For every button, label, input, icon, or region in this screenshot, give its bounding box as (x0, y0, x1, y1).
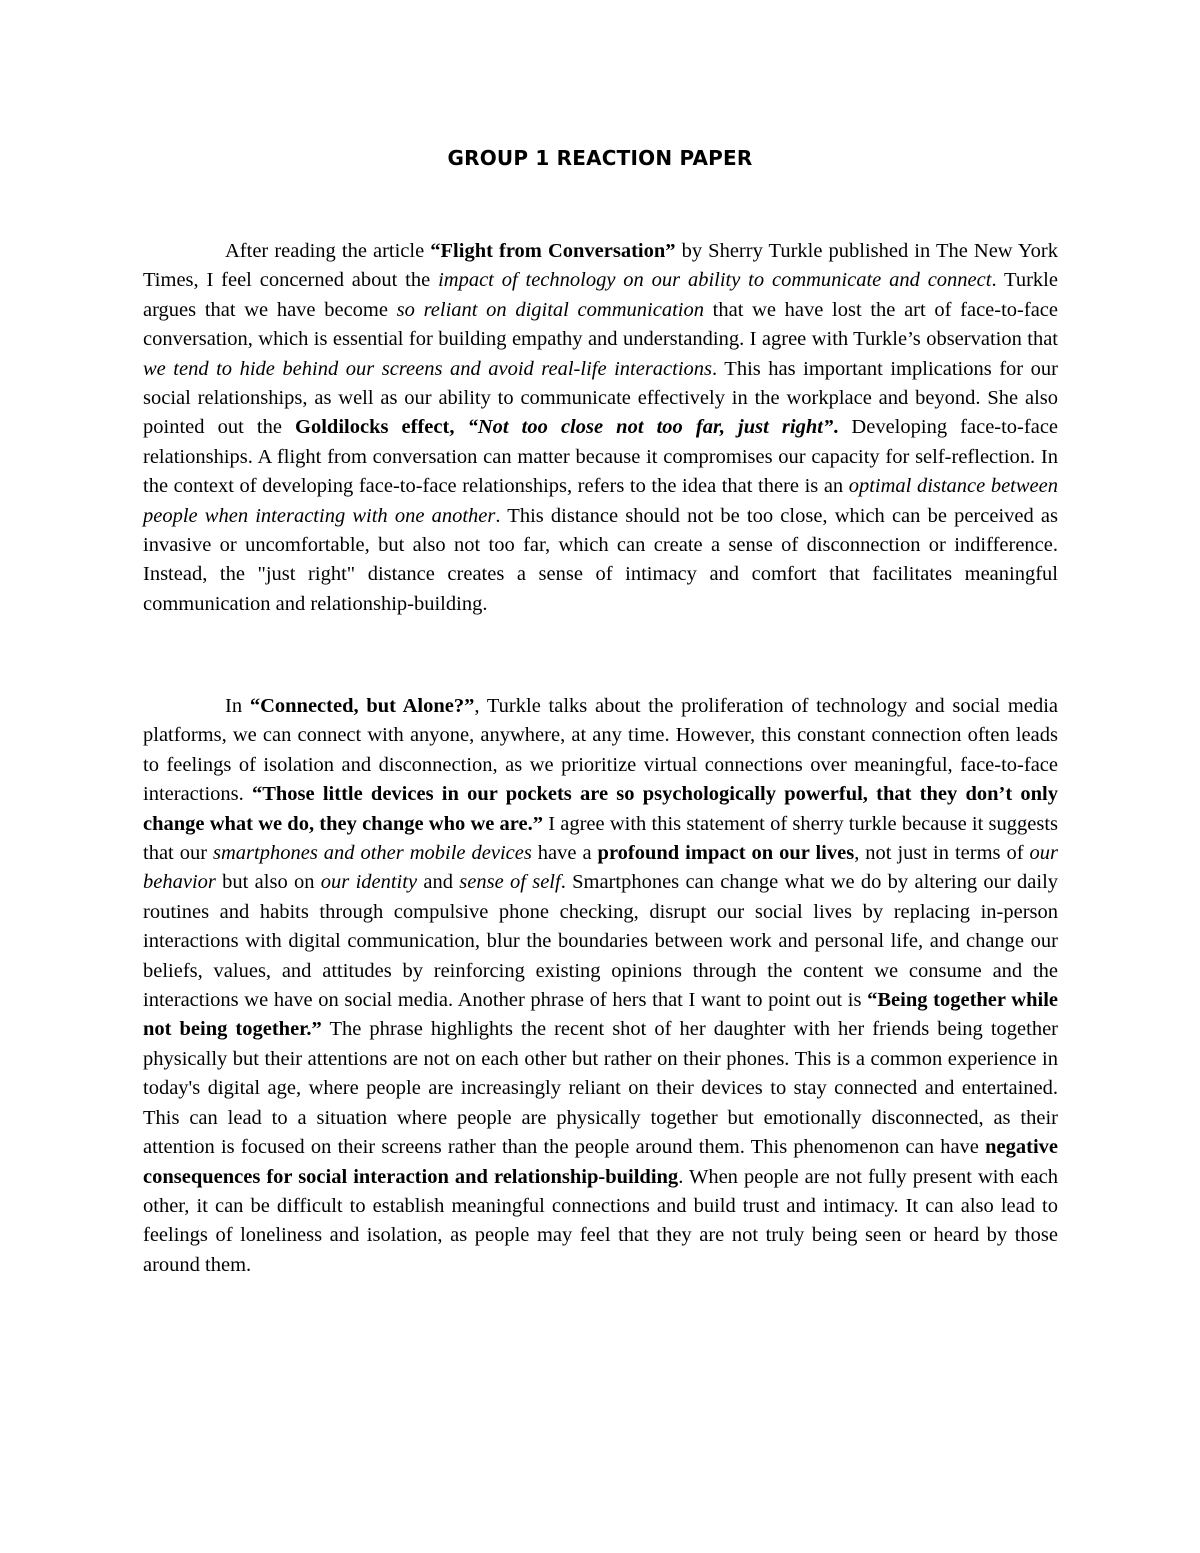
document-title: GROUP 1 REACTION PAPER (447, 146, 753, 170)
text-run-plain: but also on (215, 871, 321, 894)
text-run-bold: profound impact on our lives (597, 842, 855, 865)
text-run-plain: , not just in terms of (854, 842, 1030, 865)
text-run-plain: In (225, 695, 250, 717)
text-run-bold: “Connected, but Alone?” (249, 695, 475, 717)
text-run-plain: . This distance should not be too close, which can be perceived as invasive or uncomfortable, but also not too far, which can create a sense of disconnection or indifference. Instead, the "just right" distance creates a sense of intimacy and comfort that facilitates meaningful communication and relationship-building. (143, 504, 1058, 615)
text-run-bold: “Those little devices in our pockets are so psychologically powerful, that they don’t only change what we do, they change who we are.” (143, 783, 1058, 835)
text-run-italic: so reliant on digital communication (396, 298, 704, 321)
text-run-bold: Goldilocks effect, (295, 416, 455, 439)
paragraph-2 (143, 692, 1058, 1280)
text-run-plain (454, 416, 467, 438)
text-run-plain: Developing face-to-face relationships. A flight from conversation can matter because it compromises our capacity for self-reflection. In the context of developing face-to-face relationships, refers to the idea that there is an (143, 416, 1059, 498)
text-run-italic: sense of self (459, 871, 561, 894)
text-run-bold: “Being together while not being together.” (143, 989, 1058, 1041)
paragraph-1 (143, 237, 1058, 619)
text-run-italic: we tend to hide behind our screens and avoid real-life interactions (143, 357, 713, 380)
text-run-plain: I agree with this statement of sherry turkle because it suggests that our (143, 812, 1058, 865)
text-run-plain: and (417, 871, 460, 894)
text-run-plain: , Turkle talks about the proliferation of technology and social media platforms, we can connect with anyone, anywhere, at any time. However, this constant connection often leads to feelings of isolation and disconnection, as we prioritize virtual connections over meaningful, face-to-face interactions. (143, 695, 1058, 806)
text-run-plain: . This has important implications for our social relationships, as well as our ability to communicate effectively in the workplace and beyond. She also pointed out the (143, 357, 1058, 439)
text-run-plain: After reading the article (225, 240, 431, 262)
text-run-bold: negative consequences for social interaction and relationship-building (143, 1136, 1058, 1188)
text-run-plain: . When people are not fully present with each other, it can be difficult to establish meaningful connections and build trust and intimacy. It can also lead to feelings of loneliness and isolation, as people may feel that they are not truly being seen or heard by those around them. (143, 1165, 1058, 1276)
text-run-plain: by Sherry Turkle published in The New York Times, I feel concerned about the (143, 240, 1059, 292)
text-run-italic: our behavior (143, 842, 1059, 894)
text-run-italic: smartphones and other mobile devices (213, 842, 532, 865)
text-run-plain: . Turkle argues that we have become (143, 269, 1058, 321)
text-run-plain: The phrase highlights the recent shot of her daughter with her friends being together physically but their attentions are not on each other but rather on their phones. This is a common experience in today's digital age, where people are increasingly reliant on their devices to stay connected and entertained. This can lead to a situation where people are physically together but emotionally disconnected, as their attention is focused on their screens rather than the people around them. This phenomenon can have (143, 1018, 1059, 1159)
text-run-bold-italic: “Not too close not too far, just right” (467, 416, 834, 439)
text-run-bold: “Flight from Conversation” (430, 240, 676, 262)
text-run-italic: impact of technology on our ability to communicate and connect (438, 269, 992, 292)
text-run-plain: . Smartphones can change what we do by altering our daily routines and habits through compulsive phone checking, disrupt our social lives by replacing in-person interactions with digital communication, blur the boundaries between work and personal life, and change our beliefs, values, and attitudes by reinforcing existing opinions through the content we consume and the interactions we have on social media. Another phrase of hers that I want to point out is (143, 871, 1059, 1012)
text-run-italic: optimal distance between people when interacting with one another (143, 475, 1058, 527)
text-run-plain: have a (531, 842, 598, 865)
text-run-italic: our identity (320, 871, 418, 894)
text-run-plain: that we have lost the art of face-to-face conversation, which is essential for building empathy and understanding. I agree with Turkle’s observation that (143, 298, 1059, 351)
text-run-bold: . (833, 416, 839, 439)
